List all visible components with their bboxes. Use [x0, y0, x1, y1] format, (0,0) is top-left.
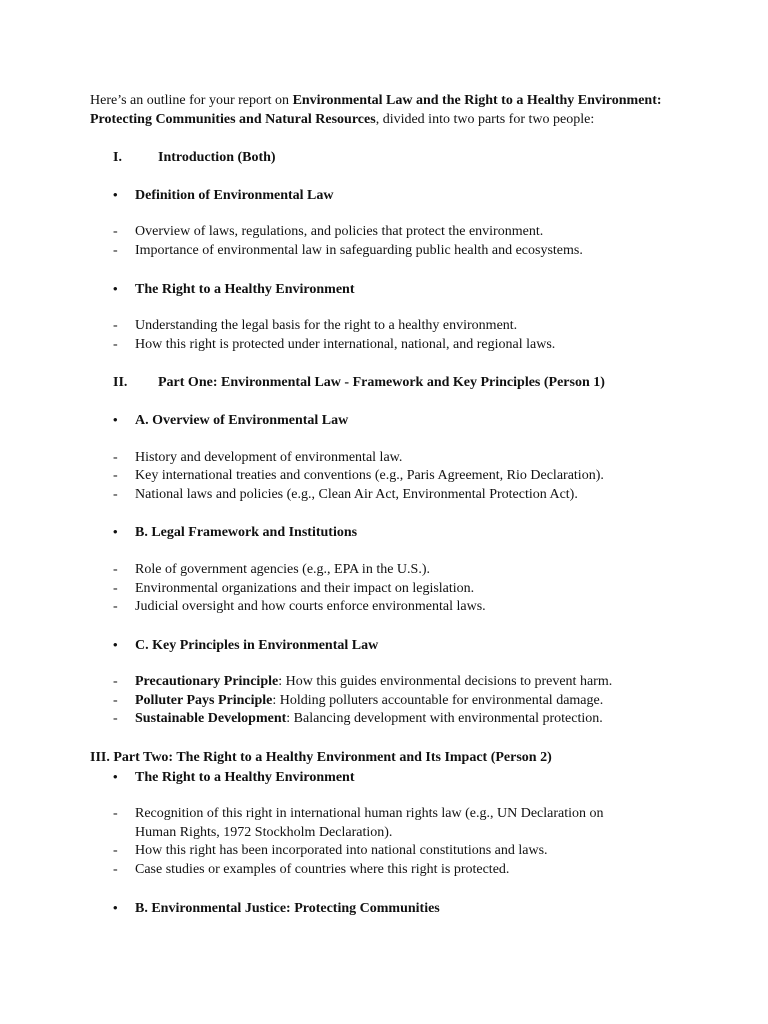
principle-term: Polluter Pays Principle: [135, 693, 273, 708]
list-item-text: [135, 710, 603, 729]
list-item-text: How this right has been incorporated into national constitutions and laws.: [135, 843, 548, 858]
list-item-text: Overview of laws, regulations, and policies that protect the environment.: [135, 224, 544, 239]
section-title: Part One: Environmental Law - Framework and Key Principles (Person 1): [158, 375, 605, 390]
dash-icon: -: [113, 599, 118, 614]
list-item-text: Environmental organizations and their impact on legislation.: [135, 581, 475, 596]
dash-icon: -: [113, 674, 118, 689]
principle-term: Sustainable Development: [135, 711, 287, 726]
section-number: II.: [113, 375, 128, 390]
section-number: I.: [113, 150, 122, 165]
list-item: [113, 861, 509, 880]
list-item-text: Role of government agencies (e.g., EPA in the U.S.).: [135, 562, 430, 577]
list-item-text: Understanding the legal basis for the right to a healthy environment.: [135, 318, 518, 333]
principle-term: Precautionary Principle: [135, 674, 279, 689]
list-item-text: Key international treaties and conventions (e.g., Paris Agreement, Rio Declaration).: [135, 468, 604, 483]
list-item: [113, 486, 578, 505]
list-item-text: National laws and policies (e.g., Clean Air Act, Environmental Protection Act).: [135, 487, 578, 502]
list-item: [113, 673, 612, 692]
list-item-text: Recognition of this right in international human rights law (e.g., UN Declaration on Human Rights, 1972 Stockholm Declaration).: [135, 806, 604, 840]
bullet-heading-text: B. Environmental Justice: Protecting Communities: [135, 901, 440, 916]
list-item: [113, 805, 643, 842]
list-item-text: [135, 673, 612, 692]
list-item-text: History and development of environmental law.: [135, 450, 403, 465]
dash-icon: -: [113, 487, 118, 502]
bullet-heading: [113, 523, 357, 542]
dash-icon: -: [113, 337, 118, 352]
dash-icon: -: [113, 693, 118, 708]
section-title: Introduction (Both): [158, 150, 276, 165]
list-item: [113, 467, 604, 486]
list-item-text: Judicial oversight and how courts enforce environmental laws.: [135, 599, 486, 614]
dash-icon: -: [113, 243, 118, 258]
section-heading-1: [113, 149, 276, 167]
list-item-text: How this right is protected under international, national, and regional laws.: [135, 337, 556, 352]
bullet-heading: [113, 768, 354, 787]
bullet-heading-text: Definition of Environmental Law: [135, 188, 334, 203]
bullet-heading-text: A. Overview of Environmental Law: [135, 413, 349, 428]
bullet-heading-text: C. Key Principles in Environmental Law: [135, 638, 379, 653]
principle-text: : Balancing development with environmental protection.: [286, 711, 603, 726]
dash-icon: -: [113, 224, 118, 239]
list-item: [113, 449, 402, 468]
list-item: [113, 692, 603, 711]
list-item-text: [135, 692, 603, 711]
principle-text: : How this guides environmental decisions to prevent harm.: [278, 674, 613, 689]
list-item-text: Case studies or examples of countries where this right is protected.: [135, 862, 510, 877]
bullet-heading-text: The Right to a Healthy Environment: [135, 282, 355, 297]
report-title: Environmental Law and the Right to a Healthy Environment: Protecting Communities and Natural Resources: [90, 93, 662, 127]
list-item: [113, 561, 430, 580]
bullet-icon: •: [113, 281, 118, 296]
list-item: [113, 710, 603, 729]
bullet-icon: •: [113, 412, 118, 427]
principle-text: : Holding polluters accountable for environmental damage.: [272, 693, 604, 708]
bullet-icon: •: [113, 637, 118, 652]
intro-suffix: , divided into two parts for two people:: [375, 111, 595, 127]
dash-icon: -: [113, 843, 118, 858]
bullet-icon: •: [113, 187, 118, 202]
list-item: [113, 223, 543, 242]
bullet-heading: [113, 186, 333, 205]
bullet-heading: [113, 280, 354, 299]
bullet-icon: •: [113, 769, 118, 784]
list-item: [113, 598, 486, 617]
dash-icon: -: [113, 806, 118, 821]
list-item: [113, 336, 555, 355]
bullet-icon: •: [113, 900, 118, 915]
dash-icon: -: [113, 450, 118, 465]
bullet-heading: [113, 899, 440, 918]
intro-paragraph: [90, 92, 710, 129]
dash-icon: -: [113, 711, 118, 726]
intro-prefix: Here’s an outline for your report on: [90, 93, 293, 108]
list-item-text: Importance of environmental law in safeguarding public health and ecosystems.: [135, 243, 583, 258]
dash-icon: -: [113, 581, 118, 596]
bullet-heading: [113, 411, 348, 430]
section-heading-2: [113, 374, 605, 392]
list-item: [113, 317, 517, 336]
section-heading-3: III. Part Two: The Right to a Healthy Environment and Its Impact (Person 2): [90, 750, 552, 765]
bullet-heading-text: B. Legal Framework and Institutions: [135, 525, 358, 540]
dash-icon: -: [113, 468, 118, 483]
list-item: [113, 842, 548, 861]
dash-icon: -: [113, 318, 118, 333]
list-item: [113, 242, 583, 261]
bullet-heading-text: The Right to a Healthy Environment: [135, 770, 355, 785]
dash-icon: -: [113, 562, 118, 577]
bullet-icon: •: [113, 524, 118, 539]
dash-icon: -: [113, 862, 118, 877]
bullet-heading: [113, 636, 378, 655]
list-item: [113, 580, 474, 599]
